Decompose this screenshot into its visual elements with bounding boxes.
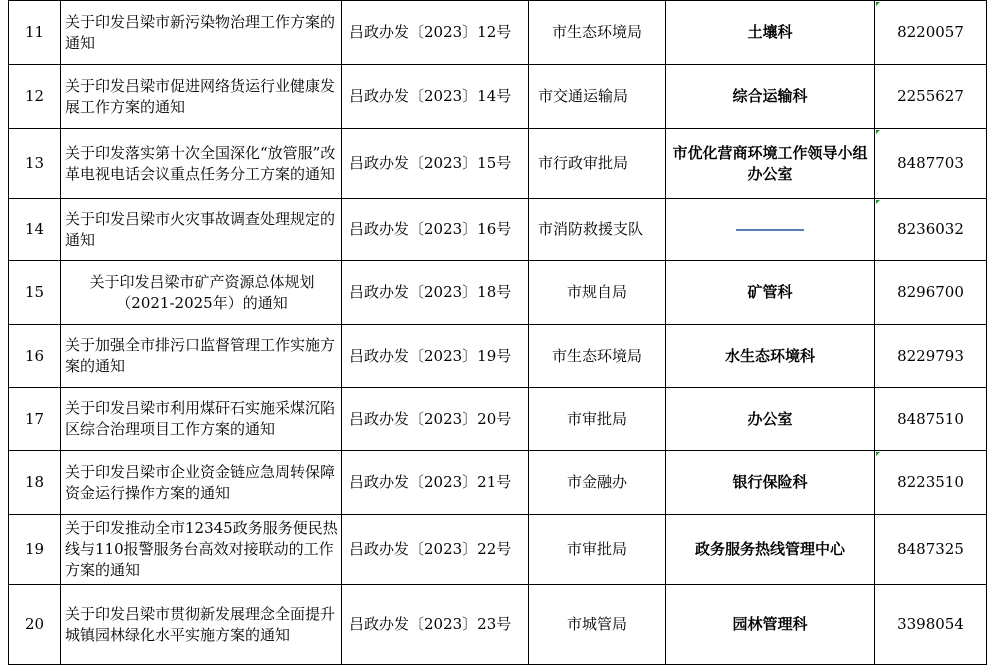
table-row	[9, 65, 987, 129]
table-row	[9, 199, 987, 261]
department-cell[interactable]: 市审批局	[529, 388, 666, 451]
document-title-cell[interactable]: 关于印发吕梁市矿产资源总体规划（2021-2025年）的通知	[61, 261, 342, 325]
document-title-cell[interactable]: 关于加强全市排污口监督管理工作实施方案的通知	[61, 325, 342, 388]
document-title-cell[interactable]: 关于印发吕梁市火灾事故调查处理规定的通知	[61, 199, 342, 261]
row-number-cell[interactable]: 11	[9, 1, 61, 65]
department-cell[interactable]: 市城管局	[529, 585, 666, 665]
cell-comment-indicator-icon	[876, 2, 880, 6]
department-cell[interactable]: 市规自局	[529, 261, 666, 325]
table-row	[9, 325, 987, 388]
document-number-cell[interactable]: 吕政办发〔2023〕12号	[342, 1, 529, 65]
office-cell[interactable]: 市优化营商环境工作领导小组办公室	[666, 129, 875, 199]
document-number-cell[interactable]: 吕政办发〔2023〕15号	[342, 129, 529, 199]
phone-cell[interactable]	[875, 199, 987, 261]
office-cell[interactable]: 土壤科	[666, 1, 875, 65]
document-number-cell[interactable]: 吕政办发〔2023〕19号	[342, 325, 529, 388]
table-row	[9, 515, 987, 585]
phone-cell[interactable]	[875, 261, 987, 325]
table-row	[9, 261, 987, 325]
phone-number: 8229793	[897, 346, 964, 365]
document-title-cell[interactable]: 关于印发吕梁市促进网络货运行业健康发展工作方案的通知	[61, 65, 342, 129]
phone-number: 8220057	[897, 23, 964, 41]
phone-number: 8487510	[897, 409, 964, 428]
row-number-cell[interactable]: 13	[9, 129, 61, 199]
document-number-cell[interactable]: 吕政办发〔2023〕18号	[342, 261, 529, 325]
department-cell[interactable]: 市生态环境局	[529, 1, 666, 65]
row-number-cell[interactable]: 19	[9, 515, 61, 585]
department-cell[interactable]: 市生态环境局	[529, 325, 666, 388]
phone-number: 2255627	[897, 87, 964, 105]
document-table	[8, 0, 987, 665]
phone-cell[interactable]	[875, 1, 987, 65]
phone-cell[interactable]	[875, 129, 987, 199]
phone-number: 8236032	[897, 220, 964, 238]
phone-cell[interactable]	[875, 325, 987, 388]
document-title-cell[interactable]: 关于印发吕梁市企业资金链应急周转保障资金运行操作方案的通知	[61, 451, 342, 515]
phone-number: 3398054	[897, 615, 964, 633]
empty-value-line	[736, 229, 804, 231]
office-cell[interactable]: 综合运输科	[666, 65, 875, 129]
document-title-cell[interactable]: 关于印发推动全市12345政务服务便民热线与110报警服务台高效对接联动的工作方案的通知	[61, 515, 342, 585]
phone-number: 8223510	[897, 473, 964, 491]
table-row	[9, 388, 987, 451]
phone-cell[interactable]	[875, 65, 987, 129]
document-title-cell[interactable]: 关于印发吕梁市新污染物治理工作方案的通知	[61, 1, 342, 65]
document-number-cell[interactable]: 吕政办发〔2023〕21号	[342, 451, 529, 515]
department-cell[interactable]: 市交通运输局	[529, 65, 666, 129]
office-cell[interactable]: 办公室	[666, 388, 875, 451]
document-number-cell[interactable]: 吕政办发〔2023〕22号	[342, 515, 529, 585]
department-cell[interactable]: 市金融办	[529, 451, 666, 515]
office-cell[interactable]: 园林管理科	[666, 585, 875, 665]
phone-cell[interactable]	[875, 388, 987, 451]
document-title-cell[interactable]: 关于印发落实第十次全国深化“放管服”改革电视电话会议重点任务分工方案的通知	[61, 129, 342, 199]
document-number-cell[interactable]: 吕政办发〔2023〕14号	[342, 65, 529, 129]
row-number-cell[interactable]: 12	[9, 65, 61, 129]
document-number-cell[interactable]: 吕政办发〔2023〕23号	[342, 585, 529, 665]
office-cell[interactable]: 水生态环境科	[666, 325, 875, 388]
document-number-cell[interactable]: 吕政办发〔2023〕20号	[342, 388, 529, 451]
document-title-cell[interactable]: 关于印发吕梁市贯彻新发展理念全面提升城镇园林绿化水平实施方案的通知	[61, 585, 342, 665]
cell-comment-indicator-icon	[876, 200, 880, 204]
row-number-cell[interactable]: 15	[9, 261, 61, 325]
phone-number: 8487703	[897, 154, 964, 172]
phone-number: 8296700	[897, 283, 964, 301]
row-number-cell[interactable]: 20	[9, 585, 61, 665]
department-cell[interactable]: 市审批局	[529, 515, 666, 585]
document-number-cell[interactable]: 吕政办发〔2023〕16号	[342, 199, 529, 261]
department-cell[interactable]: 市行政审批局	[529, 129, 666, 199]
table-row	[9, 585, 987, 665]
department-cell[interactable]: 市消防救援支队	[529, 199, 666, 261]
office-cell[interactable]: 矿管科	[666, 261, 875, 325]
office-cell[interactable]: 银行保险科	[666, 451, 875, 515]
office-cell[interactable]	[666, 199, 875, 261]
table-row	[9, 451, 987, 515]
row-number-cell[interactable]: 16	[9, 325, 61, 388]
phone-cell[interactable]	[875, 515, 987, 585]
phone-cell[interactable]	[875, 585, 987, 665]
table-row	[9, 1, 987, 65]
row-number-cell[interactable]: 14	[9, 199, 61, 261]
row-number-cell[interactable]: 17	[9, 388, 61, 451]
row-number-cell[interactable]: 18	[9, 451, 61, 515]
document-title-cell[interactable]: 关于印发吕梁市利用煤矸石实施采煤沉陷区综合治理项目工作方案的通知	[61, 388, 342, 451]
cell-comment-indicator-icon	[876, 130, 880, 134]
table-row	[9, 129, 987, 199]
cell-comment-indicator-icon	[876, 452, 880, 456]
phone-number: 8487325	[897, 540, 964, 558]
office-cell[interactable]: 政务服务热线管理中心	[666, 515, 875, 585]
phone-cell[interactable]	[875, 451, 987, 515]
